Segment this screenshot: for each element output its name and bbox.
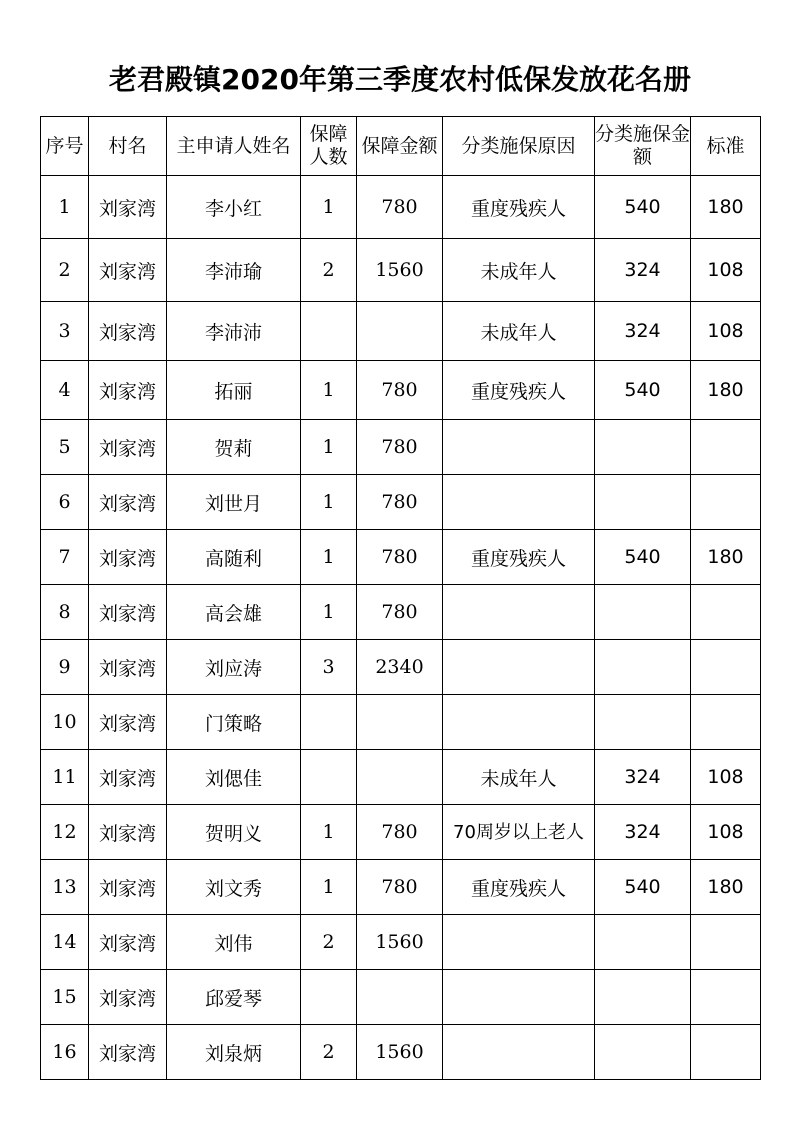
cell-no: 5 (41, 420, 89, 475)
cell-village: 刘家湾 (89, 302, 167, 361)
cell-cat-amount: 324 (595, 805, 691, 860)
cell-cat-amount: 540 (595, 860, 691, 915)
cell-village: 刘家湾 (89, 176, 167, 239)
cell-amount: 780 (357, 585, 443, 640)
table-row (41, 585, 761, 640)
cell-name: 贺莉 (167, 420, 301, 475)
cell-count (301, 970, 357, 1025)
cell-no: 14 (41, 915, 89, 970)
cell-count: 1 (301, 176, 357, 239)
cell-amount: 780 (357, 475, 443, 530)
cell-cat-amount (595, 915, 691, 970)
cell-cat-amount (595, 1025, 691, 1080)
cell-cat-amount (595, 585, 691, 640)
cell-cat-amount: 324 (595, 302, 691, 361)
cell-name: 刘应涛 (167, 640, 301, 695)
table-row (41, 750, 761, 805)
cell-no: 11 (41, 750, 89, 805)
cell-village: 刘家湾 (89, 640, 167, 695)
header-applicant: 主申请人姓名 (167, 117, 301, 176)
cell-cat-amount: 324 (595, 750, 691, 805)
cell-standard (691, 475, 761, 530)
cell-village: 刘家湾 (89, 475, 167, 530)
cell-cat-amount: 324 (595, 239, 691, 302)
cell-name: 刘文秀 (167, 860, 301, 915)
cell-no: 12 (41, 805, 89, 860)
cell-reason (443, 420, 595, 475)
cell-reason (443, 640, 595, 695)
cell-name: 李小红 (167, 176, 301, 239)
header-village: 村名 (89, 117, 167, 176)
cell-count: 1 (301, 860, 357, 915)
table-row (41, 640, 761, 695)
cell-no: 10 (41, 695, 89, 750)
cell-reason: 重度残疾人 (443, 176, 595, 239)
cell-no: 16 (41, 1025, 89, 1080)
cell-reason (443, 915, 595, 970)
cell-cat-amount: 540 (595, 361, 691, 420)
cell-standard: 180 (691, 361, 761, 420)
cell-village: 刘家湾 (89, 1025, 167, 1080)
cell-amount: 780 (357, 530, 443, 585)
cell-count: 2 (301, 1025, 357, 1080)
cell-count: 2 (301, 239, 357, 302)
cell-standard (691, 970, 761, 1025)
cell-cat-amount (595, 420, 691, 475)
cell-count: 1 (301, 805, 357, 860)
cell-reason: 未成年人 (443, 750, 595, 805)
cell-standard: 108 (691, 750, 761, 805)
table-row (41, 695, 761, 750)
header-no: 序号 (41, 117, 89, 176)
cell-count (301, 695, 357, 750)
roster-table (40, 116, 761, 1080)
cell-no: 15 (41, 970, 89, 1025)
cell-count: 3 (301, 640, 357, 695)
header-cat-amount: 分类施保金额 (595, 117, 691, 176)
cell-amount: 780 (357, 176, 443, 239)
cell-reason: 未成年人 (443, 239, 595, 302)
cell-cat-amount (595, 475, 691, 530)
cell-village: 刘家湾 (89, 750, 167, 805)
cell-cat-amount: 540 (595, 176, 691, 239)
cell-standard (691, 585, 761, 640)
cell-village: 刘家湾 (89, 361, 167, 420)
cell-name: 李沛瑜 (167, 239, 301, 302)
cell-amount (357, 302, 443, 361)
cell-no: 3 (41, 302, 89, 361)
page-title: 老君殿镇2020年第三季度农村低保发放花名册 (109, 63, 691, 96)
cell-count: 1 (301, 475, 357, 530)
header-standard: 标准 (691, 117, 761, 176)
cell-count: 2 (301, 915, 357, 970)
cell-village: 刘家湾 (89, 585, 167, 640)
cell-reason: 重度残疾人 (443, 860, 595, 915)
cell-no: 1 (41, 176, 89, 239)
cell-village: 刘家湾 (89, 915, 167, 970)
cell-amount: 1560 (357, 239, 443, 302)
cell-standard (691, 420, 761, 475)
cell-standard (691, 640, 761, 695)
cell-amount: 780 (357, 860, 443, 915)
cell-amount: 780 (357, 420, 443, 475)
cell-count: 1 (301, 420, 357, 475)
cell-name: 刘世月 (167, 475, 301, 530)
cell-name: 拓丽 (167, 361, 301, 420)
table-row (41, 420, 761, 475)
cell-no: 9 (41, 640, 89, 695)
cell-amount: 780 (357, 805, 443, 860)
cell-reason (443, 1025, 595, 1080)
cell-reason (443, 695, 595, 750)
header-reason: 分类施保原因 (443, 117, 595, 176)
cell-village: 刘家湾 (89, 530, 167, 585)
cell-reason (443, 585, 595, 640)
cell-name: 李沛沛 (167, 302, 301, 361)
cell-count (301, 302, 357, 361)
cell-village: 刘家湾 (89, 860, 167, 915)
header-amount: 保障金额 (357, 117, 443, 176)
cell-name: 高会雄 (167, 585, 301, 640)
cell-name: 门策略 (167, 695, 301, 750)
cell-village: 刘家湾 (89, 420, 167, 475)
cell-standard (691, 695, 761, 750)
header-row (41, 117, 761, 176)
table-row (41, 970, 761, 1025)
cell-no: 4 (41, 361, 89, 420)
cell-reason (443, 475, 595, 530)
cell-standard: 180 (691, 860, 761, 915)
cell-no: 2 (41, 239, 89, 302)
cell-cat-amount (595, 640, 691, 695)
cell-amount (357, 750, 443, 805)
cell-count (301, 750, 357, 805)
cell-standard (691, 1025, 761, 1080)
cell-no: 6 (41, 475, 89, 530)
cell-reason: 70周岁以上老人 (443, 805, 595, 860)
cell-no: 8 (41, 585, 89, 640)
cell-name: 刘泉炳 (167, 1025, 301, 1080)
cell-name: 刘偲佳 (167, 750, 301, 805)
cell-amount: 2340 (357, 640, 443, 695)
cell-no: 13 (41, 860, 89, 915)
cell-standard: 108 (691, 239, 761, 302)
cell-no: 7 (41, 530, 89, 585)
table-row (41, 176, 761, 239)
cell-village: 刘家湾 (89, 970, 167, 1025)
table-row (41, 361, 761, 420)
cell-standard: 108 (691, 302, 761, 361)
cell-count: 1 (301, 361, 357, 420)
cell-name: 邱爱琴 (167, 970, 301, 1025)
table-row (41, 860, 761, 915)
cell-village: 刘家湾 (89, 239, 167, 302)
cell-standard: 108 (691, 805, 761, 860)
table-row (41, 805, 761, 860)
table-row (41, 1025, 761, 1080)
cell-cat-amount (595, 970, 691, 1025)
cell-count: 1 (301, 585, 357, 640)
table-row (41, 239, 761, 302)
table-row (41, 530, 761, 585)
cell-name: 高随利 (167, 530, 301, 585)
cell-village: 刘家湾 (89, 695, 167, 750)
cell-cat-amount: 540 (595, 530, 691, 585)
header-count: 保障人数 (301, 117, 357, 176)
cell-amount (357, 695, 443, 750)
cell-amount: 780 (357, 361, 443, 420)
cell-count: 1 (301, 530, 357, 585)
cell-standard: 180 (691, 530, 761, 585)
table-row (41, 915, 761, 970)
cell-reason: 重度残疾人 (443, 361, 595, 420)
cell-village: 刘家湾 (89, 805, 167, 860)
cell-reason: 重度残疾人 (443, 530, 595, 585)
cell-name: 贺明义 (167, 805, 301, 860)
cell-amount: 1560 (357, 1025, 443, 1080)
cell-amount (357, 970, 443, 1025)
cell-standard (691, 915, 761, 970)
cell-name: 刘伟 (167, 915, 301, 970)
table-row (41, 302, 761, 361)
cell-standard: 180 (691, 176, 761, 239)
table-row (41, 475, 761, 530)
cell-reason (443, 970, 595, 1025)
cell-amount: 1560 (357, 915, 443, 970)
cell-reason: 未成年人 (443, 302, 595, 361)
cell-cat-amount (595, 695, 691, 750)
